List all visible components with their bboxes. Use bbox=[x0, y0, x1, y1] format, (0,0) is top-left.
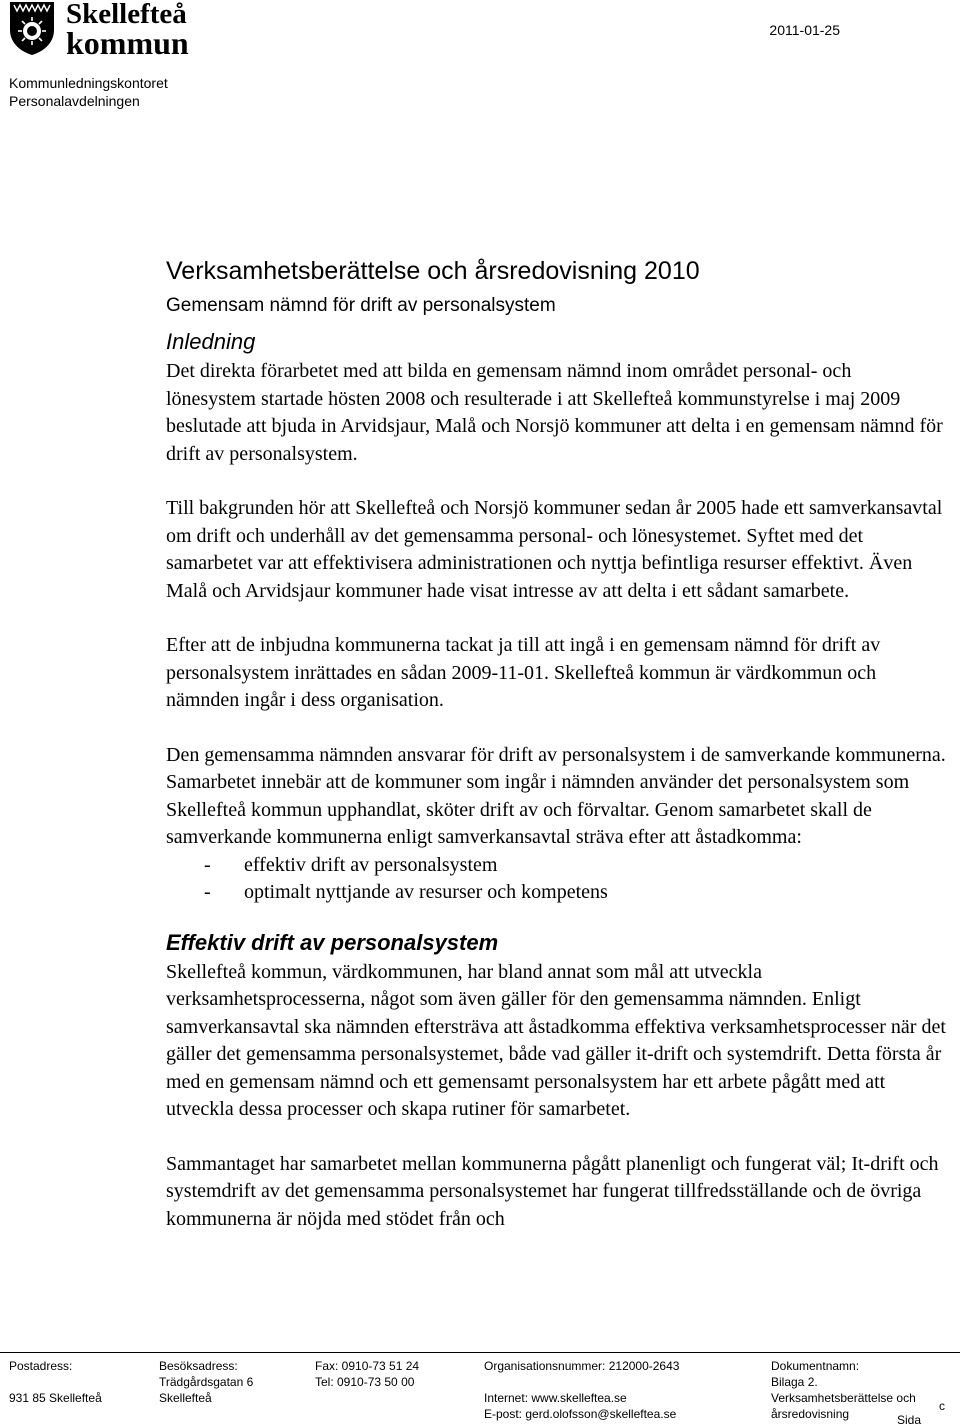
department-office: Kommunledningskontoret bbox=[9, 75, 168, 91]
municipal-crest-icon bbox=[8, 0, 56, 56]
docname-label: Dokumentnamn: bbox=[771, 1359, 860, 1373]
document-body bbox=[166, 256, 946, 1233]
email-link[interactable]: E-post: gerd.olofsson@skelleftea.se bbox=[484, 1407, 677, 1421]
skelleftea-logo bbox=[8, 0, 208, 61]
postal-label: Postadress: bbox=[9, 1359, 73, 1373]
tel-number: Tel: 0910-73 50 00 bbox=[315, 1375, 415, 1389]
list-item: - optimalt nyttjande av resurser och kompetens bbox=[166, 879, 946, 907]
section-heading-effektiv-drift: Effektiv drift av personalsystem bbox=[166, 929, 499, 955]
paragraph-6: Sammantaget har samarbetet mellan kommunerna pågått planenligt och fungerat väl; It-drift och systemdrift av det gemensamma personalsystemet har fungerat tillfredsställande och de övriga kommunerna är nöjda med stödet från och bbox=[166, 1152, 939, 1230]
section-heading-inledning: Inledning bbox=[166, 329, 256, 354]
logo-kommun: kommun bbox=[66, 25, 189, 61]
paragraph-4: Den gemensamma nämnden ansvarar för drift av personalsystem i de samverkande kommunerna. Samarbetet innebär att de kommuner som ingår i nämnden använder det personalsystem som Skellefteå kommun upphandlat, sköter drift av och förvaltar. Genom samarbetet skall de samverkande kommunerna enligt samverkansavtal sträva efter att åstadkomma: bbox=[166, 743, 946, 848]
docname-value-1: Bilaga 2. bbox=[771, 1375, 818, 1389]
internet-link[interactable]: Internet: www.skelleftea.se bbox=[484, 1391, 627, 1405]
visit-label: Besöksadress: bbox=[159, 1359, 238, 1373]
paragraph-3: Efter att de inbjudna kommunerna tackat ja till att ingå i en gemensam nämnd för drift av personalsystem inrättades en sådan 2009-11-01. Skellefteå kommun är värdkommun och nämnden ingår i dess organisation. bbox=[166, 634, 881, 711]
paragraph-5: Skellefteå kommun, värdkommunen, har bland annat som mål att utveckla verksamhetsprocesserna, något som även gäller för den gemensamma nämnden. Enligt samverkansavtal ska nämnden eftersträva att åstadkomma effektiva verksamhetsprocesser när det gäller det gemensamma personalsystemet, både vad gäller it-drift och systemdrift. Detta första år med en gemensam nämnd och ett gemensamt personalsystem har ett arbete pågått med att utveckla dessa processer och skapa rutiner för samarbetet. bbox=[166, 960, 946, 1120]
paragraph-1: Det direkta förarbetet med att bilda en gemensam nämnd inom området personal- och lönesystem startade hösten 2008 och resulterade i att Skellefteå kommunstyrelse i maj 2009 beslutade att bjuda in Arvidsjaur, Malå och Norsjö kommuner att delta i en gemensam nämnd för drift av personalsystem. bbox=[166, 360, 943, 465]
docname-value-2: Verksamhetsberättelse och bbox=[771, 1391, 916, 1405]
footer-org bbox=[484, 1358, 679, 1422]
department-block bbox=[9, 74, 168, 110]
footer-postal bbox=[9, 1358, 102, 1406]
document-title: Verksamhetsberättelse och årsredovisning 2010 bbox=[166, 257, 700, 285]
list-item: - effektiv drift av personalsystem bbox=[166, 852, 946, 880]
footer-visit bbox=[159, 1358, 253, 1406]
department-unit: Personalavdelningen bbox=[9, 93, 140, 109]
org-number: Organisationsnummer: 212000-2643 bbox=[484, 1359, 680, 1373]
footer-divider bbox=[0, 1352, 960, 1353]
document-date: 2011-01-25 bbox=[769, 22, 840, 38]
visit-city: Skellefteå bbox=[159, 1391, 212, 1405]
footer-docname bbox=[771, 1358, 916, 1422]
document-subtitle: Gemensam nämnd för drift av personalsystem bbox=[166, 295, 556, 316]
paragraph-2: Till bakgrunden hör att Skellefteå och Norsjö kommuner sedan år 2005 hade ett samverkansavtal om drift och underhåll av det gemensamma personal- och lönesystemet. Syftet med det samarbetet var att effektivisera administrationen och nyttja befintliga resurser effektivt. Även Malå och Arvidsjaur kommuner hade visat intresse av att delta i ett sådant samarbete. bbox=[166, 497, 943, 602]
bullet-list bbox=[166, 852, 946, 907]
page-fragment: c bbox=[939, 1399, 945, 1413]
docname-value-3: årsredovisning bbox=[771, 1407, 850, 1421]
fax-number: Fax: 0910-73 51 24 bbox=[315, 1359, 420, 1373]
logo-name: Skellefteå bbox=[66, 0, 187, 30]
page-label: Sida bbox=[897, 1413, 922, 1427]
visit-street: Trädgårdsgatan 6 bbox=[159, 1375, 254, 1389]
postal-value: 931 85 Skellefteå bbox=[9, 1391, 102, 1405]
footer-phone bbox=[315, 1358, 419, 1390]
